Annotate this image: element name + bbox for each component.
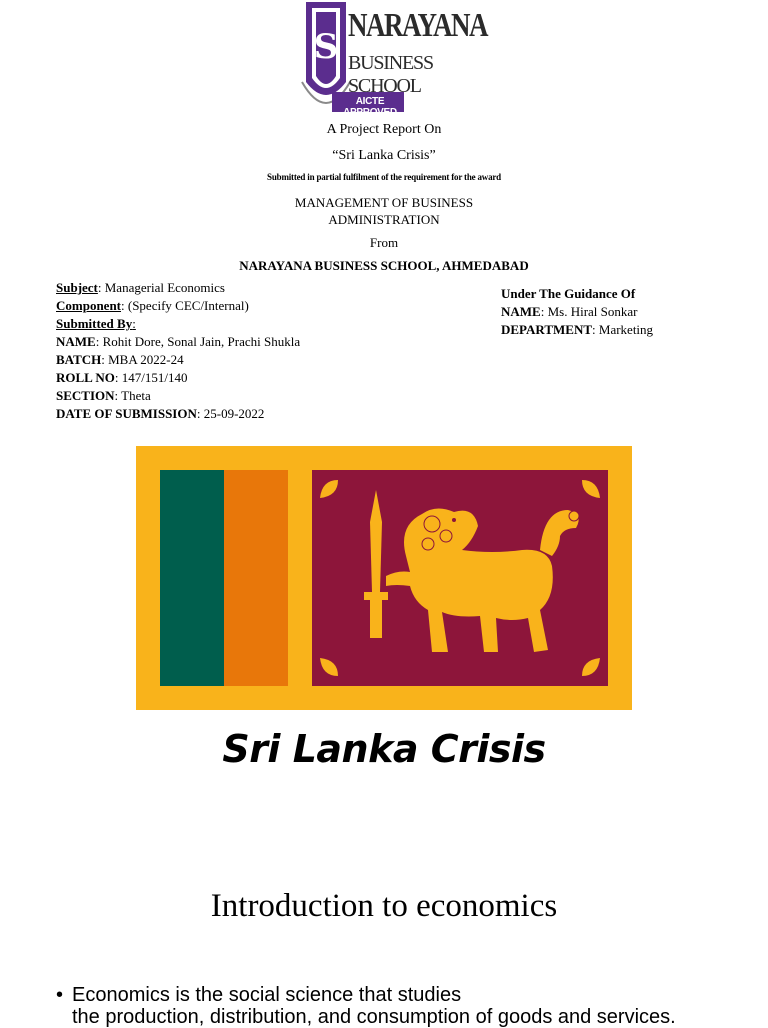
name-row (56, 333, 476, 351)
roll-label: ROLL NO (56, 370, 115, 385)
bullet-line1-row (58, 984, 758, 1006)
guidance-block (501, 285, 761, 339)
sri-lanka-flag-icon (136, 446, 632, 710)
guide-name-value: : Ms. Hiral Sonkar (540, 304, 638, 319)
date-value: : 25-09-2022 (196, 406, 265, 421)
bullet-line2: the production, distribution, and consumption of goods and services. (72, 1006, 676, 1028)
report-title: “Sri Lanka Crisis” (332, 148, 436, 163)
guide-dept-value: : Marketing (592, 322, 654, 337)
submission-details (56, 279, 476, 423)
guide-dept-label: DEPARTMENT (501, 322, 593, 337)
svg-text:S: S (313, 27, 339, 67)
component-label: Component (56, 298, 122, 313)
name-label: NAME (56, 334, 96, 349)
component-value: : (Specify CEC/Internal) (121, 298, 249, 313)
subject-row (56, 279, 476, 297)
guidance-heading: Under The Guidance Of (501, 286, 636, 301)
bullet-item (58, 984, 758, 1028)
slide-title: Sri Lanka Crisis (222, 727, 546, 771)
roll-row (56, 369, 476, 387)
school-name: NARAYANA BUSINESS SCHOOL, AHMEDABAD (239, 258, 529, 273)
batch-row (56, 351, 476, 369)
submitted-by-colon: : (132, 316, 136, 331)
subject-value: : Managerial Economics (97, 280, 225, 295)
degree-line2: ADMINISTRATION (328, 212, 440, 227)
roll-value: : 147/151/140 (114, 370, 188, 385)
date-label: DATE OF SUBMISSION (56, 406, 197, 421)
guide-name-row (501, 303, 761, 321)
subject-label: Subject (56, 280, 98, 295)
logo-line2: BUSINESS SCHOOL (348, 52, 433, 97)
submitted-by-row (56, 315, 476, 333)
section-value: : Theta (114, 388, 151, 403)
degree-line1: MANAGEMENT OF BUSINESS (294, 195, 474, 210)
submitted-by-label: Submitted By (56, 316, 133, 331)
school-logo (298, 0, 488, 118)
batch-label: BATCH (56, 352, 102, 367)
submitted-line: Submitted in partial fulfilment of the requirement for the award (267, 172, 501, 182)
bullet-line1: Economics is the social science that studies (72, 984, 462, 1006)
guide-dept-row (501, 321, 761, 339)
component-row (56, 297, 476, 315)
aicte-badge: AICTE APPROVED (343, 96, 397, 118)
section-row (56, 387, 476, 405)
bullet-icon: • (56, 984, 64, 1006)
name-value: : Rohit Dore, Sonal Jain, Prachi Shukla (95, 334, 301, 349)
intro-heading: Introduction to economics (210, 888, 558, 924)
date-row (56, 405, 476, 423)
report-line: A Project Report On (326, 122, 442, 137)
logo-line1: NARAYANA (348, 6, 488, 44)
section-label: SECTION (56, 388, 115, 403)
guide-name-label: NAME (501, 304, 541, 319)
batch-value: : MBA 2022-24 (101, 352, 184, 367)
sri-lanka-flag (136, 446, 632, 710)
from-line: From (369, 235, 399, 250)
